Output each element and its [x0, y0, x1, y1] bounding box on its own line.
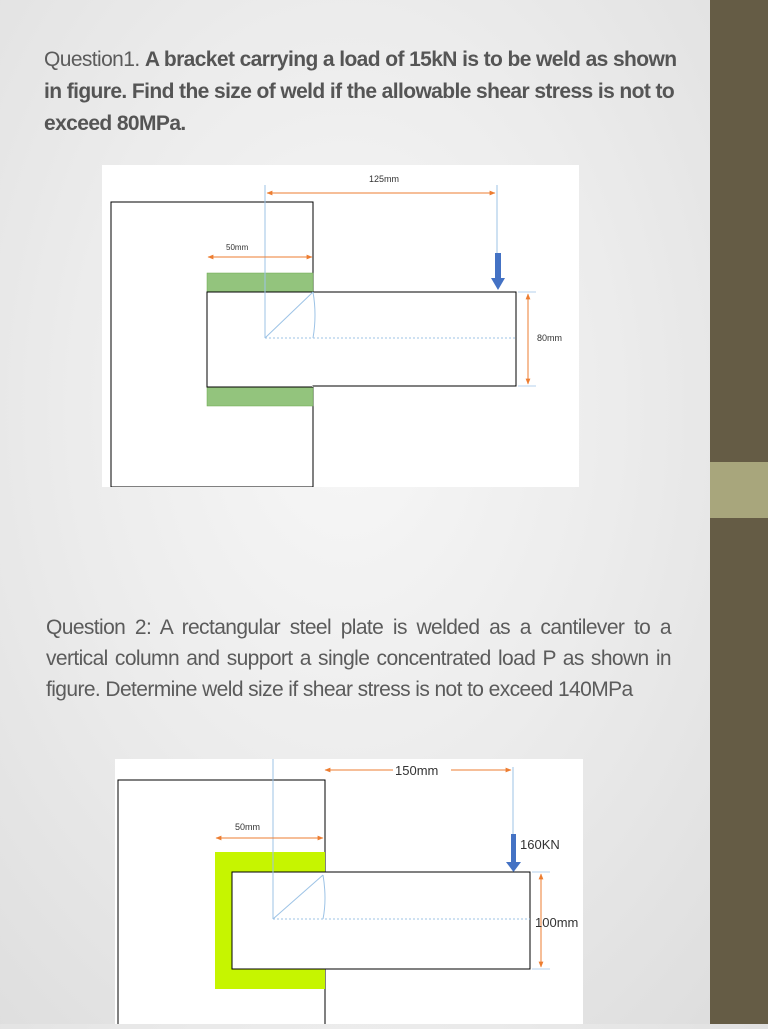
dim-vertical-label: 100mm: [535, 915, 579, 930]
load-arrow: [506, 834, 521, 872]
figure-question-2: [115, 759, 583, 1024]
question-1-text: [44, 44, 684, 140]
dim-weld-length-label: 50mm: [226, 243, 249, 252]
figure-1-diagram: [102, 165, 579, 487]
bracket-plate: [207, 292, 516, 387]
weld-top: [207, 273, 313, 292]
figure-2-diagram: [115, 759, 583, 1024]
question-1-label: Question1.: [44, 48, 140, 71]
load-label: 160KN: [520, 837, 560, 852]
sidebar-accent: [710, 462, 768, 518]
question-1-body: A bracket carrying a load of 15kN is to be weld as shown in figure. Find the size of weld if the allowable shear stress is not to exceed 80MPa.: [44, 48, 677, 135]
load-arrow: [491, 253, 505, 290]
question-2-text: Question 2: A rectangular steel plate is welded as a cantilever to a vertical column and support a single concentrated load P as shown in figure. Determine weld size if shear stress is not to exceed 140MPa: [46, 616, 671, 701]
weld-bottom: [207, 386, 313, 406]
dim-weld-length-label: 50mm: [235, 822, 261, 832]
dim-horizontal-label: 150mm: [395, 763, 439, 778]
figure-question-1: [102, 165, 579, 487]
dim-horizontal-label: 125mm: [369, 174, 400, 184]
dim-vertical-label: 80mm: [537, 333, 563, 343]
plate: [232, 872, 530, 969]
